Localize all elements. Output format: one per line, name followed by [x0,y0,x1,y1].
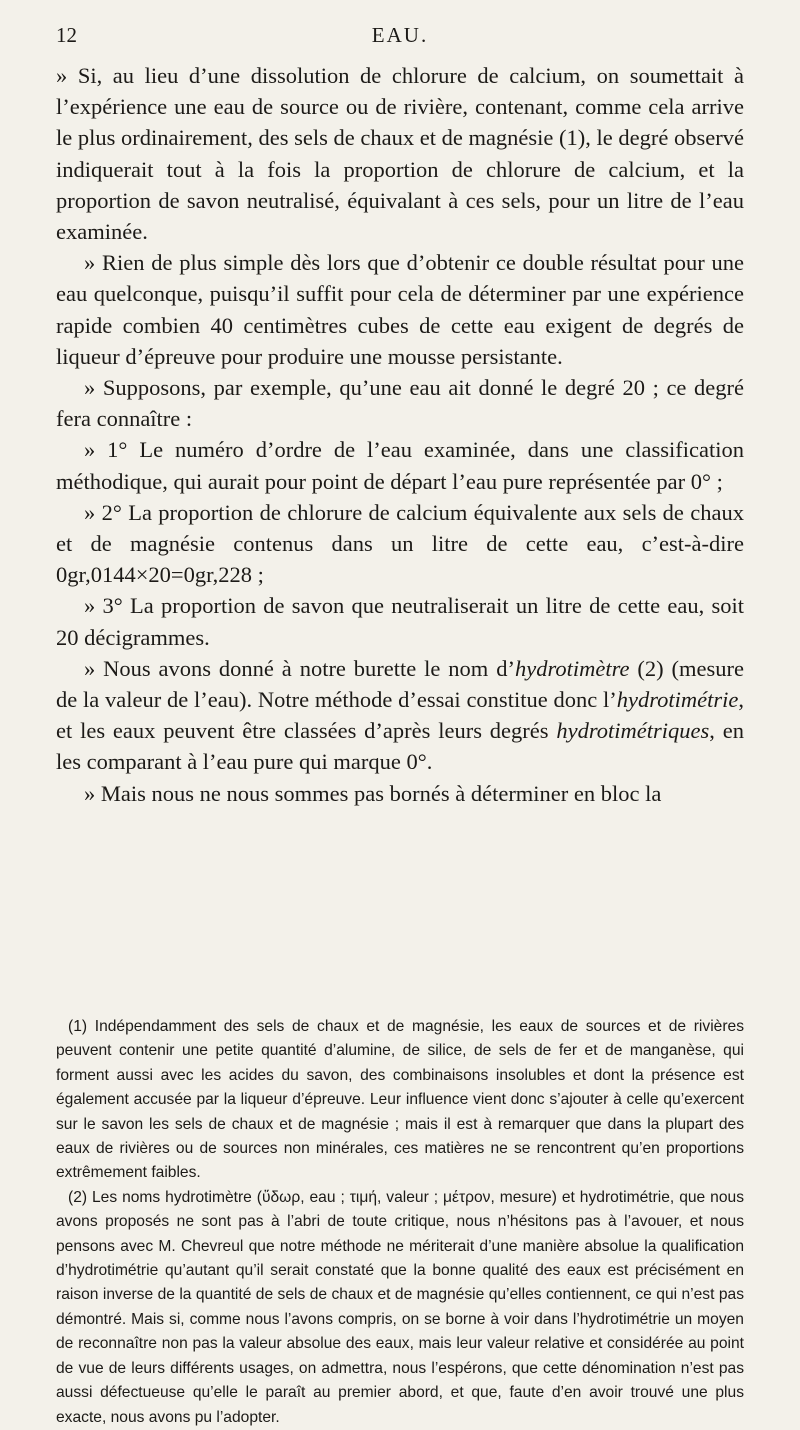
term-hydrotimetriques: hydrotimétriques [556,718,710,744]
paragraph-7-part-g: , en les comparant à l’eau pure qui marque 0°. [56,718,744,775]
main-text [56,60,744,809]
running-title: EAU. [371,23,429,47]
paragraph-6: » 3° La proportion de savon que neutraliserait un litre de cette eau, soit 20 décigrammes. [56,593,744,650]
paragraph-5: » 2° La proportion de chlorure de calcium équivalente aux sels de chaux et de magnésie contenus dans un litre de cette eau, c’est-à-dire 0gr,0144×20=0gr,228 ; [56,499,744,588]
paragraph-7-part-e: , et les eaux peuvent être classées d’après leurs degrés [56,687,744,744]
term-hydrotimetre: hydrotimètre [514,655,630,681]
term-hydrotimetrie: hydrotimétrie [616,687,739,713]
footnote-2: (2) Les noms hydrotimètre (ὕδωρ, eau ; τιμή, valeur ; μέτρον, mesure) et hydrotimétrie, que nous avons proposés ne sont pas à l’abri de toute critique, nous n’hésitons pas à l’avouer, et nous pensons avec M. Chevreul que notre méthode ne mériterait d’une manière absolue la qualification d’hydrotimétrie qu’autant qu’il serait constaté que la bonne qualité des eaux est précisément en raison inverse de la quantité de sels de chaux et de magnésie qu’elles contiennent, ce qui n’est pas démontré. Mais si, comme nous l’avons compris, on se borne à voir dans l’hydrotimétrie un moyen de reconnaître non pas la valeur absolue des eaux, mais leur valeur relative et considérée au point de vue de leurs différents usages, on admettra, nous l’espérons, que cette dénomination n’est pas aussi défectueuse qu’elle le paraît au premier abord, et que, faute d’en avoir trouvé une plus exacte, nous avons pu l’adopter. [56,1188,744,1426]
paragraph-7-part-a: » Nous avons donné à notre burette le nom d’ [84,655,515,681]
running-head [56,20,744,50]
paragraph-8: » Mais nous ne nous sommes pas bornés à déterminer en bloc la [84,780,662,806]
paragraph-2: » Rien de plus simple dès lors que d’obtenir ce double résultat pour une eau quelconque, puisqu’il suffit pour cela de déterminer par une expérience rapide combien 40 centimètres cubes de cette eau exigent de degrés de liqueur d’épreuve pour produire une mousse persistante. [56,250,744,369]
paragraph-4: » 1° Le numéro d’ordre de l’eau examinée, dans une classification méthodique, qui aurait pour point de départ l’eau pure représentée par 0° ; [56,437,744,494]
footnotes [56,1015,744,1430]
page-number: 12 [56,23,77,47]
paragraph-1: » Si, au lieu d’une dissolution de chlorure de calcium, on soumettait à l’expérience une eau de source ou de rivière, contenant, comme cela arrive le plus ordinairement, des sels de chaux et de magnésie (1), le degré observé indiquerait tout à la fois la proportion de chlorure de calcium, et la proportion de savon neutralisé, équivalant à ces sels, pour un litre de l’eau examinée. [56,63,744,245]
paragraph-7 [56,653,744,778]
paragraph-7-part-c: (2) (mesure de la valeur de l’eau). Notre méthode d’essai constitue donc l’ [56,655,745,713]
footnote-1: (1) Indépendamment des sels de chaux et de magnésie, les eaux de sources et de rivières peuvent contenir une petite quantité d’alumine, de silice, de sels de fer et de manganèse, qui forment aussi avec les acides du savon, des combinaisons insolubles et dont la présence est également accusée par la liqueur d’épreuve. Leur influence vient donc s’ajouter à celle qu’exercent sur le savon les sels de chaux et de magnésie ; mais il est à remarquer que dans la plupart des eaux de rivières ou de sources non minérales, ces matières ne se rencontrent qu’en proportions extrêmement faibles. [56,1018,744,1182]
paragraph-3: » Supposons, par exemple, qu’une eau ait donné le degré 20 ; ce degré fera connaître : [56,375,744,432]
